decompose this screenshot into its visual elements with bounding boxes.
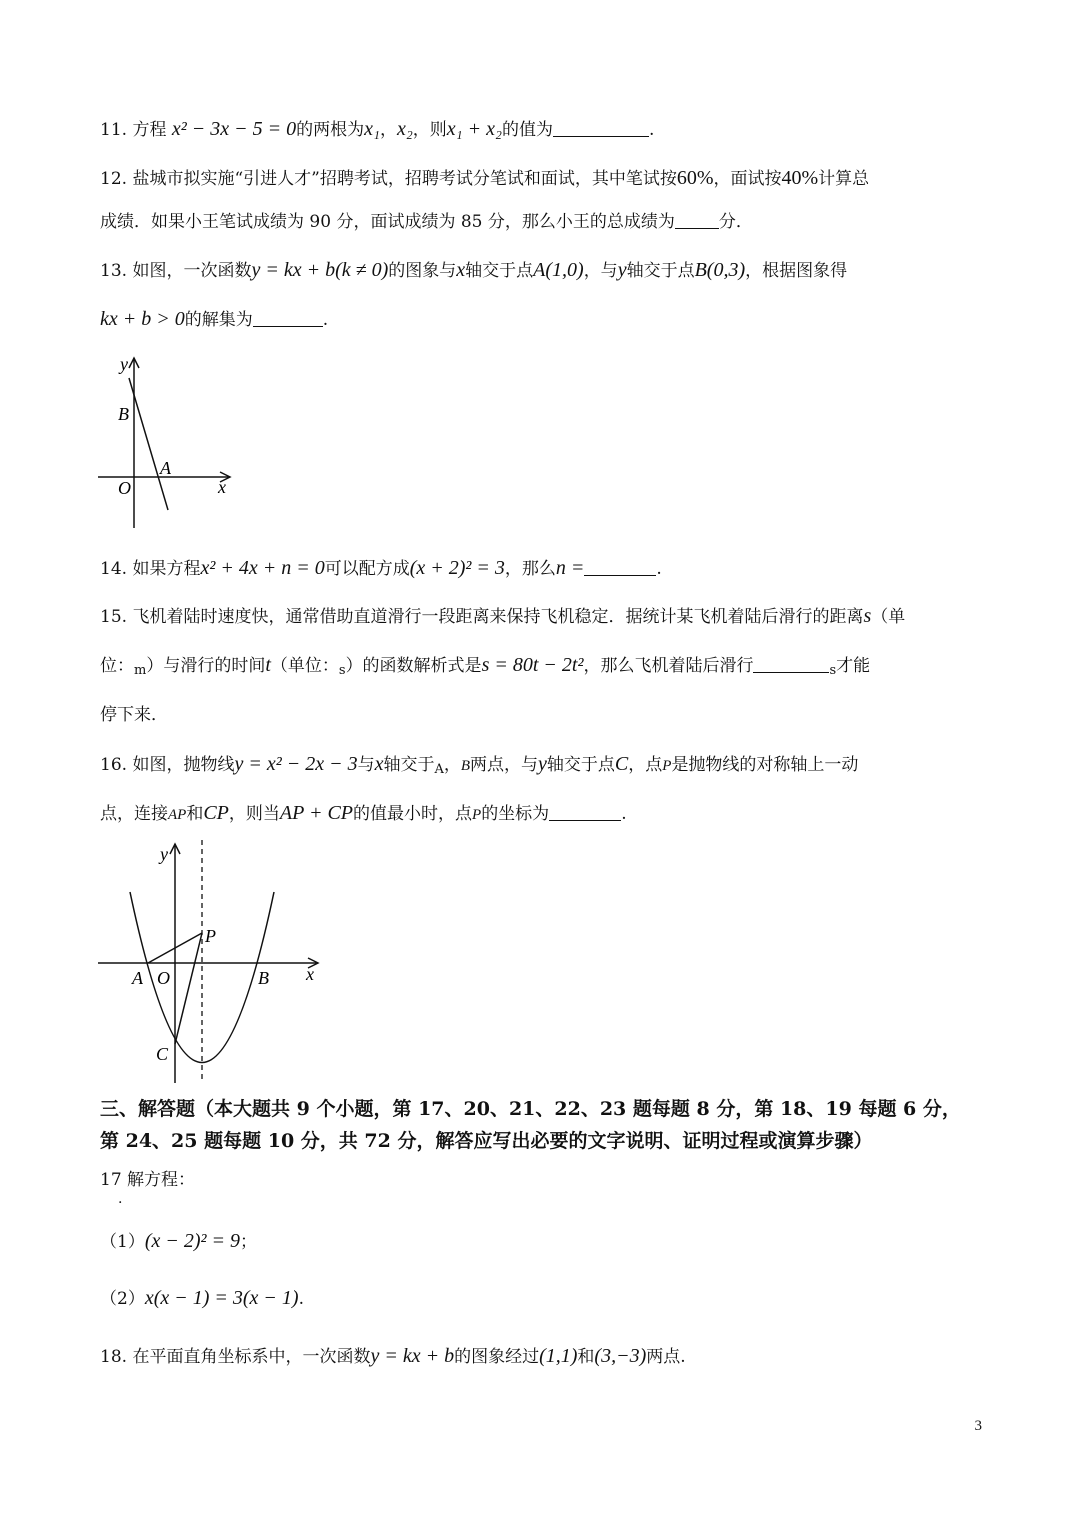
question-11 (100, 116, 984, 143)
section-heading: 第 24、25 题每题 10 分，共 72 分，解答应写出必要的文字说明、证明过程或演算步骤） (100, 1130, 873, 1152)
question-text: 计算总 (818, 169, 870, 189)
question-text: 两点，与 (470, 755, 539, 775)
question-text: 位： (100, 656, 134, 676)
punctuation: . (298, 1289, 304, 1309)
question-15-line-2 (100, 652, 984, 684)
question-16-line-2 (100, 800, 984, 828)
punctuation: . (648, 120, 655, 140)
question-text: 轴交于点 (465, 261, 534, 281)
question-text: 轴交于 (383, 755, 435, 775)
point-a: A (434, 762, 444, 777)
question-15-line-1 (100, 603, 984, 630)
inequality: kx + b > 0 (100, 308, 185, 330)
question-text: 如果方程 (132, 559, 201, 579)
question-text: 和 (577, 1347, 595, 1367)
question-text: 的值为 (501, 120, 553, 140)
written-weight: 60% (676, 167, 714, 189)
function-line (129, 378, 168, 510)
punctuation: ； (240, 1232, 258, 1252)
question-17-part-2 (100, 1285, 984, 1312)
part-label: （1） (100, 1232, 145, 1252)
unit-second: s (338, 663, 346, 678)
section-3-heading-line-1 (100, 1096, 984, 1122)
question-text: 轴交于点 (546, 755, 615, 775)
point-b: B(0,3) (694, 259, 746, 281)
origin-label: O (157, 968, 170, 988)
question-text: 点，连接 (100, 804, 168, 824)
point-p: P (472, 807, 482, 823)
point-c-label: C (156, 1044, 169, 1064)
question-text: 和 (186, 804, 204, 824)
y-axis-label: y (160, 844, 168, 864)
distance-variable: s (863, 605, 872, 627)
completed-square: (x + 2)² = 3 (409, 557, 505, 579)
punctuation: . (656, 559, 662, 579)
segment-cp-line (175, 933, 202, 1044)
equation: (x − 2)² = 9 (144, 1230, 241, 1252)
question-text: 与 (357, 755, 375, 775)
question-text: 成绩．如果小王笔试成绩为 90 分，面试成绩为 85 分，那么小王的总成绩为 (100, 212, 675, 232)
question-number: 18. (100, 1347, 128, 1367)
question-number: 16. (100, 755, 128, 775)
question-text: ，那么 (504, 559, 556, 579)
question-text: （单位： (270, 656, 339, 676)
question-text: 解方程： (127, 1170, 196, 1190)
point-b-label: B (118, 404, 129, 424)
question-text: 如图，一次函数 (132, 261, 252, 281)
question-text: 是抛物线的对称轴上一动 (671, 755, 859, 775)
x-axis-label: x (218, 477, 226, 497)
punctuation: ， (379, 120, 397, 140)
point-2: (3,−3) (594, 1345, 647, 1367)
punctuation: ， (443, 755, 461, 775)
figure-13-line-graph (90, 348, 250, 530)
equation: x² + 4x + n = 0 (200, 557, 325, 579)
question-text: （单 (871, 607, 906, 627)
punctuation: . (621, 804, 627, 824)
point-a-label: A (132, 968, 143, 988)
section-heading: 三、解答题（本大题共 9 个小题，第 17、20、21、22、23 题每题 8 分，第 18、19 每题 6 分， (100, 1098, 961, 1120)
point-a-label: A (160, 458, 171, 478)
time-variable: t (265, 654, 271, 676)
question-text: ，点 (628, 755, 663, 775)
question-text: ，则当 (228, 804, 280, 824)
question-16-line-1 (100, 751, 984, 783)
question-text: ，则 (412, 120, 447, 140)
parabola-function: y = x² − 2x − 3 (234, 753, 358, 775)
question-12-line-2 (100, 209, 984, 235)
root-x2: x₂ (396, 118, 413, 140)
point-1: (1,1) (539, 1345, 578, 1367)
point-b-label: B (258, 968, 269, 988)
roots-sum: x₁ + x₂ (446, 118, 502, 140)
page-number: 3 (974, 1418, 982, 1434)
question-14 (100, 555, 984, 582)
point-a: A(1,0) (533, 259, 584, 281)
equation: x² − 3x − 5 = 0 (171, 118, 297, 140)
segment-ap: AP (168, 807, 187, 823)
question-text: 15. 飞机着陆时速度快，通常借助直道滑行一段距离来保持飞机稳定．据统计某飞机着陆后滑行的距离 (100, 607, 864, 627)
segment-cp: CP (203, 802, 229, 824)
question-text: 分． (718, 212, 753, 232)
interview-weight: 40% (781, 167, 819, 189)
question-text: 方程 (132, 120, 167, 140)
unit-meter: m (134, 663, 147, 678)
answer-blank[interactable] (549, 802, 621, 821)
question-text: 12. 盐城市拟实施“引进人才”招聘考试，招聘考试分笔试和面试，其中笔试按 (100, 169, 677, 189)
point-p-label: P (205, 926, 216, 946)
answer-blank[interactable] (584, 557, 656, 576)
answer-blank[interactable] (753, 654, 829, 673)
question-text: ，面试按 (713, 169, 782, 189)
question-text: ，根据图象得 (745, 261, 848, 281)
question-number: 13. (100, 261, 128, 281)
answer-blank[interactable] (675, 210, 719, 229)
figure-16-parabola-graph (90, 838, 330, 1088)
segment-sum: AP + CP (279, 802, 354, 824)
question-text: 的解集为 (184, 310, 253, 330)
question-text: 的两根为 (296, 120, 365, 140)
x-variable: x (374, 753, 384, 775)
question-text: 如图，抛物线 (132, 755, 235, 775)
answer-blank[interactable] (553, 118, 649, 137)
question-text: 在平面直角坐标系中，一次函数 (132, 1347, 371, 1367)
part-label: （2） (100, 1289, 145, 1309)
question-18 (100, 1343, 984, 1370)
question-text: ）的函数解析式是 (345, 656, 482, 676)
x-variable: x (456, 259, 466, 281)
linear-function: y = kx + b (370, 1345, 455, 1367)
question-text: 两点. (646, 1347, 686, 1367)
question-text: 的值最小时，点 (353, 804, 473, 824)
distance-formula: s = 80t − 2t² (481, 654, 584, 676)
y-axis-label: y (120, 354, 128, 374)
question-text: ，与 (583, 261, 618, 281)
question-17-dot (118, 1186, 984, 1212)
point-b: B (460, 758, 471, 774)
answer-blank[interactable] (253, 308, 323, 327)
question-12-line-1 (100, 165, 984, 192)
point-p: P (662, 758, 672, 774)
n-variable: n = (555, 557, 585, 579)
question-text: ）与滑行的时间 (146, 656, 266, 676)
equation: x(x − 1) = 3(x − 1) (144, 1287, 299, 1309)
question-13-line-2 (100, 306, 984, 333)
punctuation: . (322, 310, 329, 330)
question-15-line-3 (100, 702, 984, 728)
root-x1: x₁ (364, 118, 380, 140)
question-13-line-1 (100, 257, 984, 284)
unit-second: s (829, 663, 837, 678)
question-text: 才能 (836, 656, 871, 676)
x-axis-label: x (306, 964, 314, 984)
y-variable: y (538, 753, 547, 775)
question-text: 的图象经过 (454, 1347, 540, 1367)
y-variable: y (617, 259, 627, 281)
question-number: 14. (100, 559, 128, 579)
linear-function: y = kx + b(k ≠ 0) (251, 259, 389, 281)
origin-label: O (118, 478, 131, 498)
punctuation: . (118, 1191, 123, 1207)
question-text: ，那么飞机着陆后滑行 (583, 656, 754, 676)
question-text: 停下来． (100, 705, 168, 725)
question-text: 可以配方成 (324, 559, 410, 579)
question-number: 17 (100, 1170, 122, 1190)
point-c: C (614, 753, 629, 775)
question-text: 的坐标为 (481, 804, 550, 824)
question-number: 11. (100, 120, 128, 140)
question-text: 的图象与 (388, 261, 457, 281)
question-text: 轴交于点 (626, 261, 695, 281)
section-3-heading-line-2 (100, 1128, 984, 1154)
question-17-part-1 (100, 1228, 984, 1255)
